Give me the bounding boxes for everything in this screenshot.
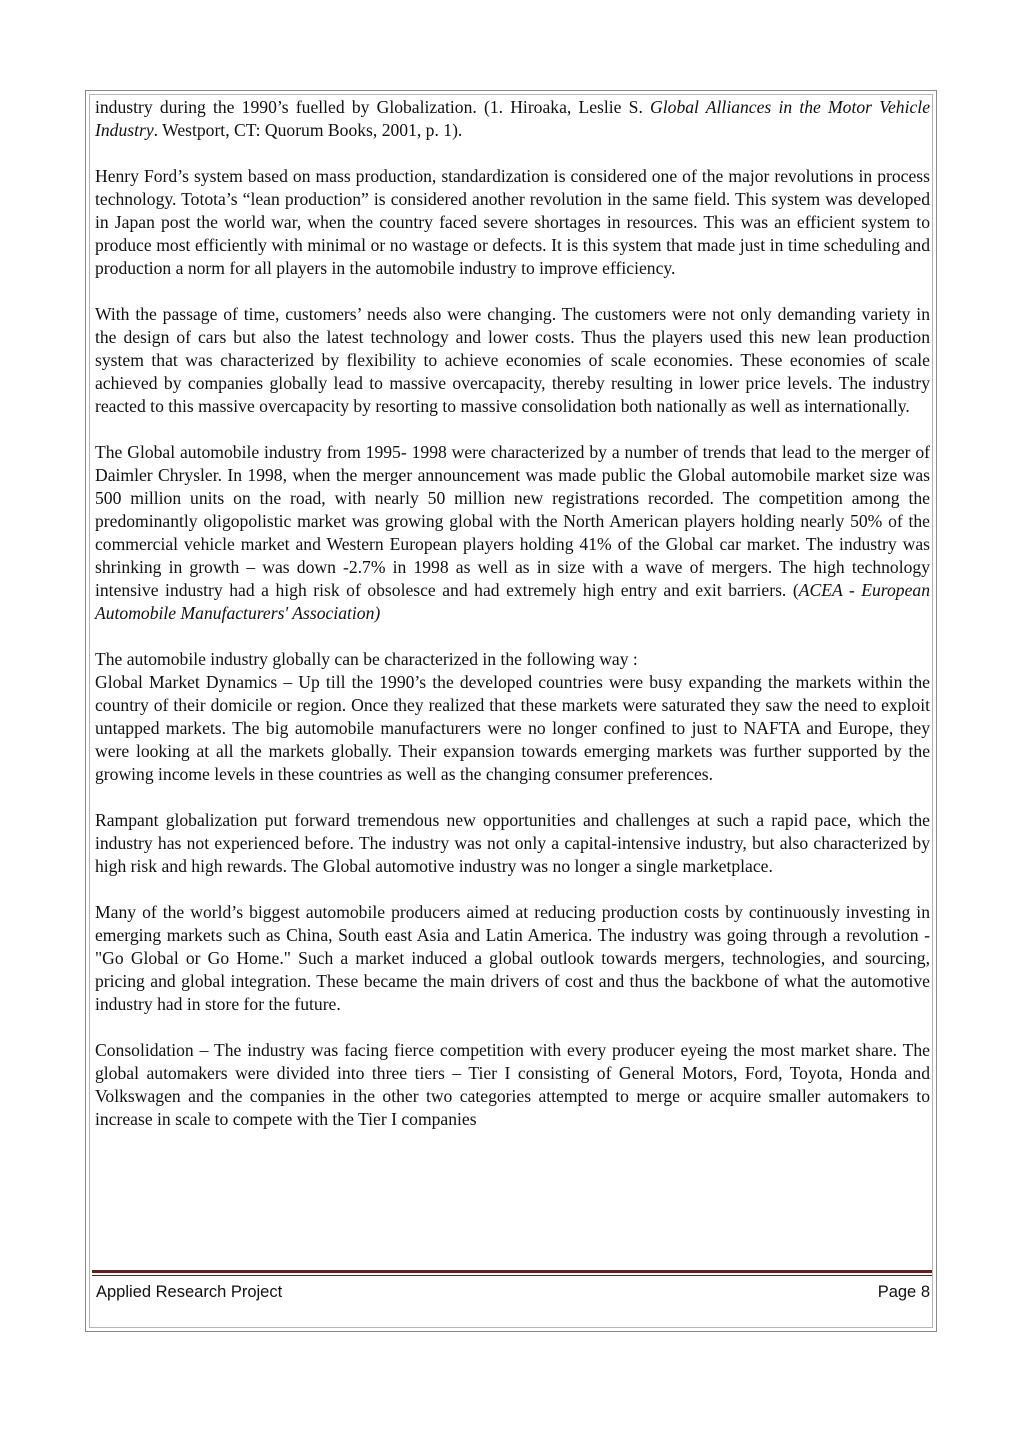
paragraph-text: The Global automobile industry from 1995- 1998 were characterized by a number of trends that lead to the merger of Daimler Chrysler. In 1998, when the merger announcement was made public the Global automobile market size was 500 million units on the road, with nearly 50 million new registrations recorded. The competition among the predominantly oligopolistic market was growing global with the North American players holding nearly 50% of the commercial vehicle market and Western European players holding 41% of the Global car market. The industry was shrinking in growth – was down -2.7% in 1998 as well as in size with a wave of mergers. The high technology intensive industry had a high risk of obsolesce and had extremely high entry and exit barriers. ( [95, 442, 930, 600]
paragraph-production-costs: Many of the world’s biggest automobile producers aimed at reducing production costs by continuously investing in emerging markets such as China, South east Asia and Latin America. The industry was going through a revolution - "Go Global or Go Home." Such a market induced a global outlook towards mergers, technologies, and sourcing, pricing and global integration. These became the main drivers of cost and thus the backbone of what the automotive industry had in store for the future. [95, 902, 930, 1014]
paragraph-characterization-intro: The automobile industry globally can be characterized in the following way : [95, 649, 638, 669]
footer-page-number: Page 8 [877, 1283, 930, 1301]
source-citation-italic: ACEA - European Automobile Manufacturers' Association) [95, 580, 930, 623]
document-body [95, 96, 930, 1154]
book-title-italic: Global Alliances in the Motor Vehicle Industry [95, 97, 930, 140]
paragraph-lean-production: Henry Ford’s system based on mass production, standardization is considered one of the major revolutions in process technology. Totota’s “lean production” is considered another revolution in the same field. This system was developed in Japan post the world war, when the country faced severe shortages in resources. This was an efficient system to produce most efficiently with minimal or no wastage or defects. It is this system that made just in time scheduling and production a norm for all players in the automobile industry to improve efficiency. [95, 166, 930, 278]
paragraph-global-industry-1995-1998 [95, 441, 930, 625]
paragraph-customer-needs: With the passage of time, customers’ needs also were changing. The customers were not only demanding variety in the design of cars but also the latest technology and lower costs. Thus the players used this new lean production system that was characterized by flexibility to achieve economies of scale economies. These economies of scale achieved by companies globally lead to massive overcapacity, thereby resulting in lower price levels. The industry reacted to this massive overcapacity by resorting to massive consolidation both nationally as well as internationally. [95, 304, 930, 416]
paragraph-rampant-globalization: Rampant globalization put forward tremendous new opportunities and challenges at such a rapid pace, which the industry has not experienced before. The industry was not only a capital-intensive industry, but also characterized by high risk and high rewards. The Global automotive industry was no longer a single marketplace. [95, 810, 930, 876]
footer-divider-thick [92, 1270, 932, 1273]
paragraph-text: . Westport, CT: Quorum Books, 2001, p. 1). [153, 120, 463, 140]
paragraph-citation-hiroaka [95, 96, 930, 142]
footer-divider-thin [92, 1275, 932, 1276]
footer-document-title: Applied Research Project [96, 1283, 283, 1301]
paragraph-consolidation: Consolidation – The industry was facing fierce competition with every producer eyeing the most market share. The global automakers were divided into three tiers – Tier I consisting of General Motors, Ford, Toyota, Honda and Volkswagen and the companies in the other two categories attempted to merge or acquire smaller automakers to increase in scale to compete with the Tier I companies [95, 1040, 930, 1129]
paragraph-text: industry during the 1990’s fuelled by Globalization. (1. Hiroaka, Leslie S. [95, 97, 651, 117]
paragraph-global-market-dynamics: Global Market Dynamics – Up till the 1990’s the developed countries were busy expanding the markets within the country of their domicile or region. Once they realized that these markets were saturated they saw the need to exploit untapped markets. The big automobile manufacturers were no longer confined to just to NAFTA and Europe, they were looking at all the markets globally. Their expansion towards emerging markets was further supported by the growing income levels in these countries as well as the changing consumer preferences. [95, 672, 930, 784]
